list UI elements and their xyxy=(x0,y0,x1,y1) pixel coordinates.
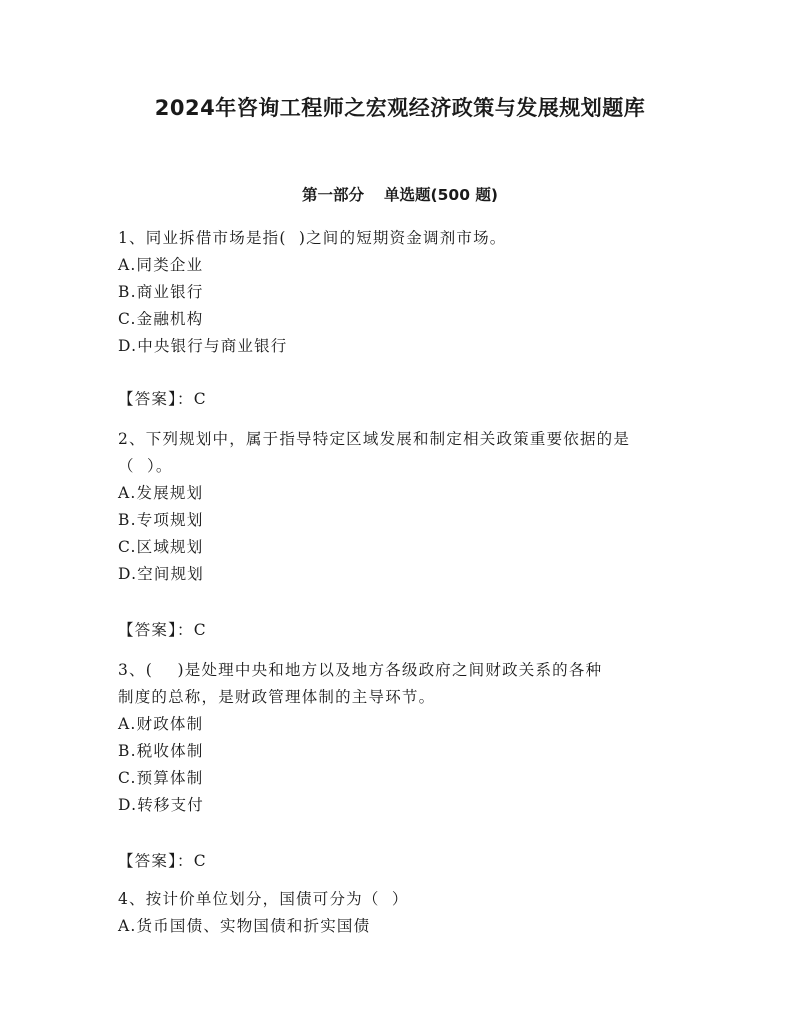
option-a: A.财政体制 xyxy=(118,715,204,733)
question-3 xyxy=(118,657,688,819)
option-b: B.税收体制 xyxy=(118,742,204,760)
option-a: A.同类企业 xyxy=(118,256,204,274)
question-2 xyxy=(118,426,688,588)
answer-2: 【答案】：C xyxy=(118,621,207,639)
option-c: C.金融机构 xyxy=(118,310,204,328)
option-d: D.转移支付 xyxy=(118,796,205,814)
question-stem-line-1: 3、( )是处理中央和地方以及地方各级政府之间财政关系的各种 xyxy=(118,661,603,679)
option-a: A.货币国债、实物国债和折实国债 xyxy=(118,917,371,935)
question-stem-line-1: 2、下列规划中，属于指导特定区域发展和制定相关政策重要依据的是 xyxy=(118,430,631,448)
question-stem: 4、按计价单位划分，国债可分为（ ） xyxy=(118,890,409,908)
answer-3: 【答案】：C xyxy=(118,852,207,870)
answer-1: 【答案】：C xyxy=(118,390,207,408)
option-b: B.商业银行 xyxy=(118,283,204,301)
option-d: D.中央银行与商业银行 xyxy=(118,337,288,355)
section-type-label: 单选题(500 题) xyxy=(384,186,498,204)
section-part-label: 第一部分 xyxy=(302,186,365,204)
question-1 xyxy=(118,225,688,360)
question-stem-line-2: 制度的总称，是财政管理体制的主导环节。 xyxy=(118,688,436,706)
document-title: 2024年咨询工程师之宏观经济政策与发展规划题库 xyxy=(154,96,646,120)
question-4 xyxy=(118,886,688,940)
option-c: C.预算体制 xyxy=(118,769,204,787)
section-title xyxy=(0,182,800,208)
question-stem-line-2: （ ）。 xyxy=(118,457,173,475)
option-b: B.专项规划 xyxy=(118,511,204,529)
option-d: D.空间规划 xyxy=(118,565,205,583)
option-c: C.区域规划 xyxy=(118,538,204,556)
question-stem: 1、同业拆借市场是指( )之间的短期资金调剂市场。 xyxy=(118,229,507,247)
option-a: A.发展规划 xyxy=(118,484,204,502)
